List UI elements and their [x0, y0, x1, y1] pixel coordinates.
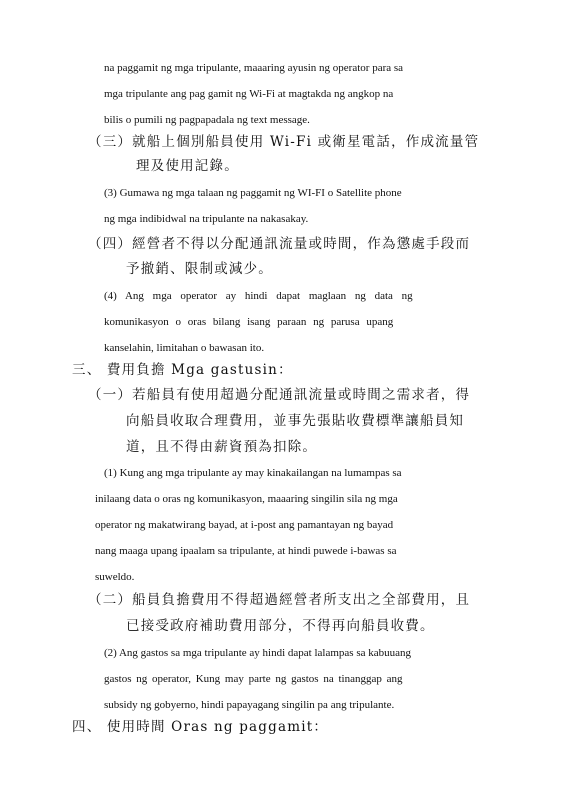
text-line: bilis o pumili ng pagpapadala ng text message.	[104, 114, 310, 126]
filipino-fee-item-1: (1) Kung ang mga tripulante ay may kinakailangan na lumampas sa	[104, 467, 402, 479]
text-line: suweldo.	[95, 571, 135, 583]
text-line: operator ng makatwirang bayad, at i-post ang pamantayan ng bayad	[95, 519, 394, 531]
text-line: ng mga indibidwal na tripulante na nakasakay.	[104, 213, 309, 225]
chinese-fee-item-1: （一）若船員有使用超過分配通訊流量或時間之需求者，得	[88, 387, 471, 403]
chinese-item-3-cont: 理及使用記錄。	[136, 158, 239, 174]
chinese-item-4: （四）經營者不得以分配通訊流量或時間，作為懲處手段而	[88, 236, 471, 252]
chinese-item-3: （三）就船上個別船員使用 Wi-Fi 或衛星電話，作成流量管	[88, 134, 480, 150]
text-line: kanselahin, limitahan o bawasan ito.	[104, 342, 265, 354]
text-line: nang maaga upang ipaalam sa tripulante, at hindi puwede i-bawas sa	[95, 545, 397, 557]
text-line: gastos ng operator, Kung may parte ng gastos na tinanggap ang	[104, 673, 403, 685]
chinese-fee-item-2: （二）船員負擔費用不得超過經營者所支出之全部費用，且	[88, 592, 471, 608]
text-line: na paggamit ng mga tripulante, maaaring ayusin ng operator para sa	[104, 62, 404, 74]
text-line: mga tripulante ang pag gamit ng Wi-Fi at magtakda ng angkop na	[104, 88, 394, 100]
chinese-fee-item-2-cont: 已接受政府補助費用部分，不得再向船員收費。	[126, 618, 435, 634]
filipino-item-3: (3) Gumawa ng mga talaan ng paggamit ng WI-FI o Satellite phone	[104, 187, 402, 199]
filipino-fee-item-2: (2) Ang gastos sa mga tripulante ay hindi dapat lalampas sa kabuuang	[104, 647, 412, 659]
section-heading-fees: 三、 費用負擔 Mga gastusin：	[72, 362, 293, 378]
text-line: subsidy ng gobyerno, hindi papayagang singilin pa ang tripulante.	[104, 699, 395, 711]
filipino-item-4: (4) Ang mga operator ay hindi dapat maglaan ng data ng	[104, 290, 413, 302]
text-line: komunikasyon o oras bilang isang paraan ng parusa upang	[104, 316, 394, 328]
text-line: inilaang data o oras ng komunikasyon, maaaring singilin sila ng mga	[95, 493, 398, 505]
section-heading-usage-time: 四、 使用時間 Oras ng paggamit：	[72, 719, 329, 735]
chinese-fee-item-1-cont: 向船員收取合理費用，並事先張貼收費標準讓船員知	[126, 413, 465, 429]
chinese-fee-item-1-cont: 道，且不得由薪資預為扣除。	[126, 439, 318, 455]
chinese-item-4-cont: 予撤銷、限制或減少。	[126, 261, 273, 277]
